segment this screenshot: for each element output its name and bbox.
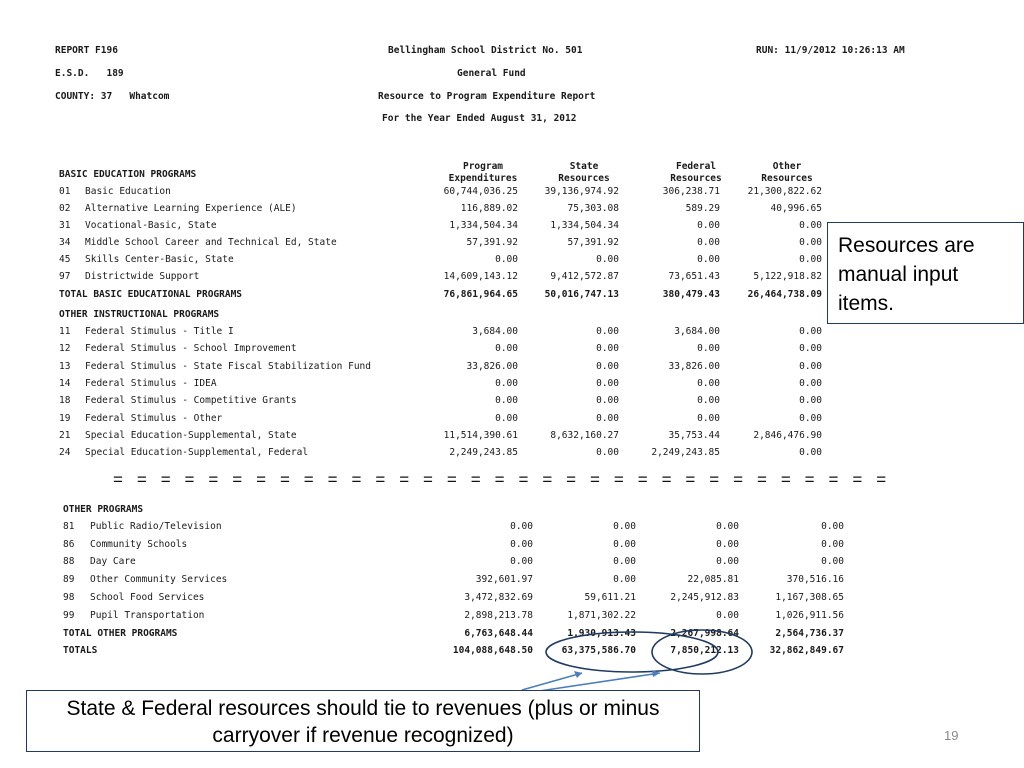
row-other-resources: 0.00 (799, 447, 822, 459)
row-other-resources: 370,516.16 (786, 574, 844, 586)
row-state-resources: 59,611.21 (584, 591, 636, 603)
row-other-resources: 1,167,308.65 (775, 591, 844, 603)
row-federal-resources: 22,085.81 (687, 574, 739, 586)
row-state-resources: 0.00 (613, 521, 636, 532)
total-other-resources: 32,862,849.67 (769, 645, 844, 656)
row-name: Federal Stimulus - Other (85, 412, 223, 424)
row-federal-resources: 2,245,912.83 (670, 591, 739, 603)
row-code: 13 (59, 360, 71, 372)
row-state-resources: 0.00 (596, 447, 619, 459)
row-name: Special Education-Supplemental, State (85, 429, 297, 441)
row-federal-resources: 0.00 (716, 556, 739, 568)
row-state-resources: 0.00 (596, 377, 619, 389)
col-other-header: Other Resources (761, 161, 813, 184)
row-federal-resources: 0.00 (697, 343, 720, 355)
row-name: Vocational-Basic, State (85, 220, 217, 231)
row-state-resources: 0.00 (596, 343, 619, 355)
row-name: Federal Stimulus - School Improvement (85, 343, 297, 355)
row-name: Public Radio/Television (90, 521, 222, 532)
row-code: 31 (59, 220, 71, 231)
total-label: TOTAL BASIC EDUCATIONAL PROGRAMS (59, 289, 243, 300)
district-name: Bellingham School District No. 501 (388, 45, 583, 56)
row-federal-resources: 0.00 (697, 412, 720, 424)
row-program-expenditures: 0.00 (495, 395, 518, 407)
total-program-expenditures: 76,861,964.65 (443, 289, 518, 300)
row-federal-resources: 0.00 (716, 538, 739, 550)
row-name: Community Schools (90, 538, 188, 550)
row-federal-resources: 3,684.00 (674, 326, 720, 337)
row-name: Other Community Services (90, 574, 228, 586)
row-code: 24 (59, 447, 71, 459)
row-state-resources: 0.00 (613, 556, 636, 568)
row-name: Alternative Learning Experience (ALE) (85, 203, 297, 214)
row-federal-resources: 35,753.44 (668, 429, 720, 441)
total-label: TOTALS (63, 645, 98, 656)
row-program-expenditures: 0.00 (510, 538, 533, 550)
row-name: Skills Center-Basic, State (85, 254, 234, 265)
row-other-resources: 0.00 (821, 538, 844, 550)
row-code: 99 (63, 609, 75, 621)
row-program-expenditures: 0.00 (495, 412, 518, 424)
row-other-resources: 0.00 (799, 395, 822, 407)
row-program-expenditures: 2,249,243.85 (449, 447, 518, 459)
row-other-resources: 0.00 (799, 254, 822, 265)
row-program-expenditures: 57,391.92 (466, 237, 518, 248)
row-other-resources: 0.00 (799, 237, 822, 248)
row-program-expenditures: 0.00 (495, 377, 518, 389)
total-federal-resources: 7,850,212.13 (670, 645, 739, 656)
section-separator: = = = = = = = = = = = = = = = = = = = = = = = = = = = = = = = = = (113, 470, 891, 489)
row-program-expenditures: 0.00 (495, 254, 518, 265)
row-code: 01 (59, 186, 71, 197)
row-other-resources: 40,996.65 (770, 203, 822, 214)
total-program-expenditures: 6,763,648.44 (464, 628, 533, 639)
row-federal-resources: 73,651.43 (668, 271, 720, 282)
col-program-header: Program Expenditures (448, 161, 518, 184)
esd-label: E.S.D. 189 (55, 68, 124, 79)
row-program-expenditures: 0.00 (510, 521, 533, 532)
row-code: 97 (59, 271, 71, 282)
row-program-expenditures: 116,889.02 (460, 203, 518, 214)
total-state-resources: 1,930,913.43 (567, 628, 636, 639)
row-program-expenditures: 14,609,143.12 (443, 271, 518, 282)
row-state-resources: 8,632,160.27 (550, 429, 619, 441)
row-program-expenditures: 2,898,213.78 (464, 609, 533, 621)
resources-callout: Resources are manual input items. (827, 222, 1024, 324)
row-state-resources: 39,136,974.92 (544, 186, 619, 197)
row-program-expenditures: 3,472,832.69 (464, 591, 533, 603)
total-other-resources: 2,564,736.37 (775, 628, 844, 639)
row-other-resources: 0.00 (799, 360, 822, 372)
row-other-resources: 1,026,911.56 (775, 609, 844, 621)
row-state-resources: 75,303.08 (567, 203, 619, 214)
row-name: Special Education-Supplemental, Federal (85, 447, 309, 459)
col-federal-header: Federal Resources (670, 161, 722, 184)
row-federal-resources: 33,826.00 (668, 360, 720, 372)
federal-total-circle (652, 630, 752, 674)
row-code: 34 (59, 237, 71, 248)
row-federal-resources: 0.00 (697, 377, 720, 389)
row-code: 45 (59, 254, 71, 265)
report-period: For the Year Ended August 31, 2012 (382, 113, 577, 124)
row-other-resources: 2,846,476.90 (753, 429, 822, 441)
row-other-resources: 5,122,918.82 (753, 271, 822, 282)
row-state-resources: 0.00 (613, 574, 636, 586)
row-other-resources: 0.00 (799, 377, 822, 389)
fund-label: General Fund (457, 68, 526, 79)
section-heading-other: OTHER PROGRAMS (63, 504, 144, 515)
row-program-expenditures: 1,334,504.34 (449, 220, 518, 231)
row-name: Middle School Career and Technical Ed, State (85, 237, 337, 248)
total-state-resources: 63,375,586.70 (561, 645, 636, 656)
row-code: 86 (63, 538, 75, 550)
row-federal-resources: 0.00 (697, 395, 720, 407)
row-program-expenditures: 60,744,036.25 (443, 186, 518, 197)
total-other-resources: 26,464,738.09 (747, 289, 822, 300)
total-program-expenditures: 104,088,648.50 (452, 645, 533, 656)
row-name: Federal Stimulus - State Fiscal Stabilization Fund (85, 360, 371, 372)
row-code: 14 (59, 377, 71, 389)
row-code: 12 (59, 343, 71, 355)
row-name: Federal Stimulus - IDEA (85, 377, 217, 389)
row-name: Federal Stimulus - Title I (85, 326, 234, 337)
row-federal-resources: 2,249,243.85 (651, 447, 720, 459)
row-other-resources: 0.00 (799, 220, 822, 231)
state-total-circle (546, 632, 718, 672)
section-heading-basic: BASIC EDUCATION PROGRAMS (59, 169, 197, 180)
row-state-resources: 1,871,302.22 (567, 609, 636, 621)
row-name: Federal Stimulus - Competitive Grants (85, 395, 297, 407)
row-program-expenditures: 392,601.97 (475, 574, 533, 586)
row-program-expenditures: 33,826.00 (466, 360, 518, 372)
section-heading-instructional: OTHER INSTRUCTIONAL PROGRAMS (59, 309, 220, 320)
row-code: 21 (59, 429, 71, 441)
row-name: Basic Education (85, 186, 171, 197)
row-code: 89 (63, 574, 75, 586)
row-federal-resources: 0.00 (697, 220, 720, 231)
row-federal-resources: 0.00 (697, 254, 720, 265)
row-program-expenditures: 0.00 (510, 556, 533, 568)
row-state-resources: 0.00 (596, 412, 619, 424)
row-other-resources: 0.00 (821, 556, 844, 568)
col-state-header: State Resources (558, 161, 610, 184)
row-name: Day Care (90, 556, 136, 568)
total-label: TOTAL OTHER PROGRAMS (63, 628, 178, 639)
row-name: Pupil Transportation (90, 609, 205, 621)
row-other-resources: 0.00 (799, 412, 822, 424)
row-federal-resources: 306,238.71 (662, 186, 720, 197)
total-federal-resources: 380,479.43 (662, 289, 720, 300)
row-state-resources: 0.00 (596, 360, 619, 372)
row-code: 98 (63, 591, 75, 603)
row-other-resources: 0.00 (799, 343, 822, 355)
row-federal-resources: 0.00 (716, 609, 739, 621)
row-state-resources: 0.00 (613, 538, 636, 550)
arrow-to-state (522, 673, 582, 690)
row-federal-resources: 0.00 (697, 237, 720, 248)
row-other-resources: 21,300,822.62 (747, 186, 822, 197)
row-state-resources: 9,412,572.87 (550, 271, 619, 282)
row-other-resources: 0.00 (799, 326, 822, 337)
row-state-resources: 0.00 (596, 395, 619, 407)
row-code: 88 (63, 556, 75, 568)
row-state-resources: 1,334,504.34 (550, 220, 619, 231)
run-timestamp: RUN: 11/9/2012 10:26:13 AM (756, 45, 905, 56)
total-federal-resources: 2,267,998.64 (670, 628, 739, 639)
report-title: Resource to Program Expenditure Report (378, 91, 596, 102)
row-code: 02 (59, 203, 71, 214)
row-state-resources: 0.00 (596, 326, 619, 337)
row-federal-resources: 589.29 (685, 203, 720, 214)
row-program-expenditures: 3,684.00 (472, 326, 518, 337)
tie-callout: State & Federal resources should tie to revenues (plus or minus carryover if revenue recognized) (26, 690, 700, 752)
row-code: 18 (59, 395, 71, 407)
row-name: School Food Services (90, 591, 205, 603)
row-state-resources: 57,391.92 (567, 237, 619, 248)
row-other-resources: 0.00 (821, 521, 844, 532)
county-label: COUNTY: 37 Whatcom (55, 91, 170, 102)
report-id: REPORT F196 (55, 45, 118, 56)
row-state-resources: 0.00 (596, 254, 619, 265)
slide-number: 19 (944, 728, 959, 743)
row-code: 19 (59, 412, 71, 424)
total-state-resources: 50,016,747.13 (544, 289, 619, 300)
row-code: 81 (63, 521, 75, 532)
row-program-expenditures: 11,514,390.61 (443, 429, 518, 441)
row-code: 11 (59, 326, 71, 337)
row-program-expenditures: 0.00 (495, 343, 518, 355)
row-name: Districtwide Support (85, 271, 200, 282)
row-federal-resources: 0.00 (716, 521, 739, 532)
